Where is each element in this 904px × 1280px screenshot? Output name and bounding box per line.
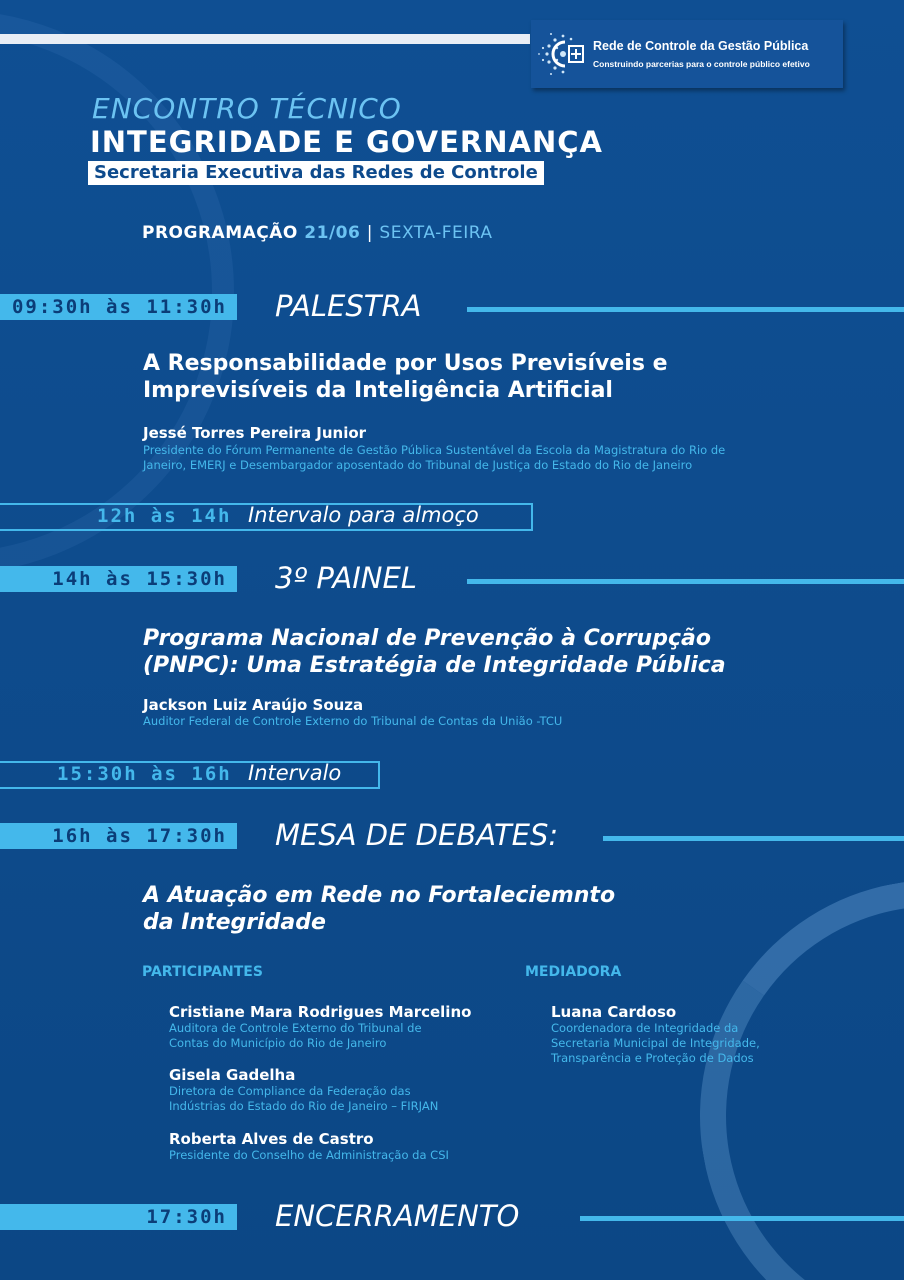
break-time: 12h às 14h bbox=[97, 505, 232, 527]
talk-title bbox=[143, 350, 668, 404]
break-label: Intervalo bbox=[248, 761, 342, 785]
participant-role-line: Presidente do Conselho de Administração da CSI bbox=[169, 1148, 449, 1162]
talk-title-line: A Responsabilidade por Usos Previsíveis e bbox=[143, 351, 668, 376]
mediator-role-line: Coordenadora de Integridade da bbox=[551, 1021, 739, 1035]
session-time: 16h às 17:30h bbox=[0, 823, 237, 849]
event-title: INTEGRIDADE E GOVERNANÇA bbox=[90, 125, 603, 159]
session-time: 09:30h às 11:30h bbox=[0, 294, 237, 320]
programacao-line bbox=[142, 223, 493, 243]
logo-subtitle: Construindo parcerias para o controle público efetivo bbox=[593, 59, 810, 69]
logo-title: Rede de Controle da Gestão Pública bbox=[593, 39, 809, 53]
participants-heading: PARTICIPANTES bbox=[142, 964, 263, 980]
divider-line bbox=[580, 1216, 904, 1221]
participant-role-line: Contas do Município do Rio de Janeiro bbox=[169, 1036, 387, 1050]
divider-line bbox=[603, 836, 904, 841]
participant-role bbox=[169, 1084, 438, 1114]
mediator-name: Luana Cardoso bbox=[551, 1003, 677, 1021]
talk-title bbox=[143, 625, 726, 679]
mediator-role-line: Secretaria Municipal de Integridade, bbox=[551, 1036, 760, 1050]
network-logo-icon bbox=[535, 26, 591, 82]
participant-role bbox=[169, 1148, 449, 1163]
session-type: ENCERRAMENTO bbox=[275, 1199, 520, 1233]
session-type: MESA DE DEBATES: bbox=[275, 818, 559, 852]
talk-title-line: da Integridade bbox=[143, 910, 326, 935]
top-band bbox=[0, 34, 530, 44]
talk-title-line: Programa Nacional de Prevenção à Corrupção bbox=[143, 626, 711, 651]
speaker-name: Jackson Luiz Araújo Souza bbox=[143, 696, 364, 714]
talk-title-line: Imprevisíveis da Inteligência Artificial bbox=[143, 378, 613, 403]
divider-line bbox=[467, 579, 904, 584]
event-type: ENCONTRO TÉCNICO bbox=[92, 92, 402, 125]
session-time: 14h às 15:30h bbox=[0, 566, 237, 592]
mediator-role bbox=[551, 1021, 760, 1066]
participant-name: Gisela Gadelha bbox=[169, 1066, 296, 1084]
session-type: 3º PAINEL bbox=[275, 561, 417, 595]
speaker-name: Jessé Torres Pereira Junior bbox=[143, 424, 367, 442]
speaker-role bbox=[143, 714, 562, 729]
break-time: 15:30h às 16h bbox=[57, 763, 232, 785]
speaker-role-line: Janeiro, EMERJ e Desembargador aposentado do Tribunal de Justiça do Estado do Rio de Janeiro bbox=[143, 458, 693, 472]
talk-title-line: A Atuação em Rede no Fortaleciemnto bbox=[143, 883, 616, 908]
programacao-weekday: SEXTA-FEIRA bbox=[379, 223, 493, 243]
mediator-role-line: Transparência e Proteção de Dados bbox=[551, 1051, 754, 1065]
speaker-role bbox=[143, 443, 725, 473]
participant-name: Roberta Alves de Castro bbox=[169, 1130, 374, 1148]
speaker-role-line: Presidente do Fórum Permanente de Gestão Pública Sustentável da Escola da Magistratura do Rio de bbox=[143, 443, 726, 457]
participant-role-line: Diretora de Compliance da Federação das bbox=[169, 1084, 411, 1098]
event-organizer: Secretaria Executiva das Redes de Controle bbox=[88, 161, 544, 185]
talk-title bbox=[143, 882, 615, 936]
speaker-role-line: Auditor Federal de Controle Externo do Tribunal de Contas da União -TCU bbox=[143, 714, 563, 728]
break-label: Intervalo para almoço bbox=[248, 503, 479, 527]
programacao-separator: | bbox=[366, 223, 373, 243]
participant-role-line: Indústrias do Estado do Rio de Janeiro – FIRJAN bbox=[169, 1099, 439, 1113]
session-time: 17:30h bbox=[0, 1204, 237, 1230]
session-type: PALESTRA bbox=[275, 289, 422, 323]
divider-line bbox=[467, 307, 904, 312]
programacao-label: PROGRAMAÇÃO bbox=[142, 223, 298, 243]
participant-name: Cristiane Mara Rodrigues Marcelino bbox=[169, 1003, 472, 1021]
programacao-date: 21/06 bbox=[304, 223, 361, 243]
logo-block bbox=[531, 20, 843, 88]
participant-role bbox=[169, 1021, 422, 1051]
talk-title-line: (PNPC): Uma Estratégia de Integridade Pública bbox=[143, 653, 726, 678]
mediator-heading: MEDIADORA bbox=[525, 964, 622, 980]
participant-role-line: Auditora de Controle Externo do Tribunal de bbox=[169, 1021, 422, 1035]
